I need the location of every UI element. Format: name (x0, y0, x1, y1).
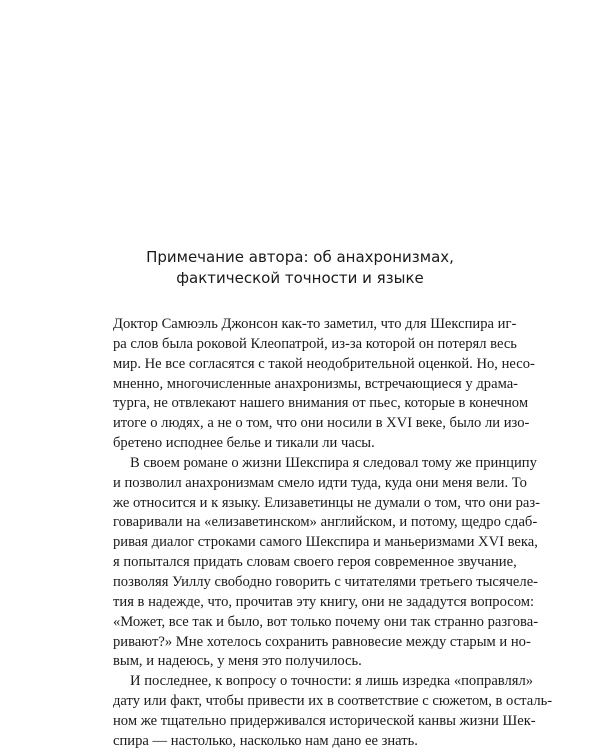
text-line: тия в надежде, что, прочитав эту книгу, они не зададутся вопросом: (113, 593, 535, 610)
text-line: турга, не отвлекают нашего внимания от пьес, которые в конечном (113, 395, 529, 412)
text-line: ра слов была роковой Клеопатрой, из-за которой он потерял весь (113, 335, 517, 352)
text-line: «Может, все так и было, вот только почему они так странно разгова- (113, 613, 539, 630)
text-line: мир. Не все согласятся с такой неодобрительной оценкой. Но, несо- (113, 355, 535, 372)
text-line: же относится и к языку. Елизаветинцы не думали о том, что они раз- (113, 494, 541, 511)
text-line: итоге о людях, а не о том, что они носили в XVI веке, было ли изо- (113, 415, 530, 432)
text-line: ривают?» Мне хотелось сохранить равновесие между старым и но- (113, 633, 531, 650)
text-line: Доктор Самюэль Джонсон как-то заметил, что для Шекспира иг- (113, 316, 517, 332)
text-line: я попытался придать словам своего героя современное звучание, (113, 554, 517, 571)
text-line: бретено исподнее белье и тикали ли часы. (113, 435, 375, 452)
text-line: ривая диалог строками самого Шекспира и маньеризмами XVI века, (113, 534, 538, 551)
chapter-heading (100, 247, 500, 289)
paragraph-1 (113, 315, 535, 454)
text-line: И последнее, к вопросу о точности: я лишь изредка «поправлял» (130, 673, 534, 690)
body-text (113, 315, 553, 752)
text-line: говаривали на «елизаветинском» английском, и потому, щедро сдаб- (113, 514, 538, 531)
text-line: спира — настолько, насколько нам дано ее знать. (113, 732, 418, 749)
paragraph-3 (113, 672, 553, 751)
text-line: позволяя Уиллу свободно говорить с читателями третьего тысячеле- (113, 573, 539, 590)
paragraph-2 (113, 454, 541, 672)
heading-line-2: фактической точности и языке (176, 269, 424, 287)
text-line: и позволил анахронизмам смело идти туда, куда они меня вели. То (113, 474, 527, 491)
text-line: вым, и надеюсь, у меня это получилось. (113, 653, 362, 670)
text-line: В своем романе о жизни Шекспира я следовал тому же принципу (130, 454, 537, 471)
text-line: дату или факт, чтобы привести их в соответствие с сюжетом, в осталь- (113, 693, 553, 710)
text-line: ном же тщательно придерживался исторической канвы жизни Шек- (113, 712, 536, 729)
heading-line-1: Примечание автора: об анахронизмах, (146, 248, 454, 266)
text-line: мненно, многочисленные анахронизмы, встречающиеся у драма- (113, 375, 519, 392)
